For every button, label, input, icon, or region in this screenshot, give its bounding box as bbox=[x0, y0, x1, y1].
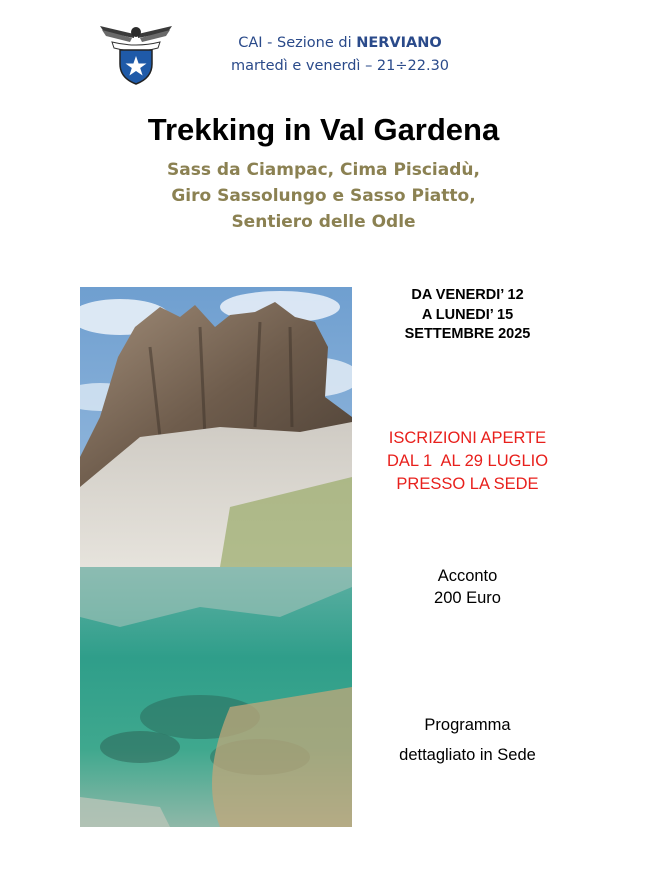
subtitle-line: Sass da Ciampac, Cima Pisciadù, bbox=[167, 160, 480, 180]
dates-line: DA VENERDI’ 12 bbox=[411, 287, 524, 303]
program-info bbox=[370, 710, 565, 770]
registration-line: DAL 1 AL 29 LUGLIO bbox=[386, 452, 549, 470]
program-line: dettagliato in Sede bbox=[399, 746, 536, 764]
schedule-line: martedì e venerdì – 21÷22.30 bbox=[230, 58, 450, 74]
mountain-lake-photo bbox=[80, 287, 352, 827]
registration-notice bbox=[360, 427, 575, 496]
dates-line: A LUNEDI’ 15 bbox=[421, 306, 514, 323]
org-prefix: CAI - Sezione di bbox=[238, 35, 357, 51]
org-line bbox=[205, 32, 475, 55]
dates-line: SETTEMBRE 2025 bbox=[404, 326, 531, 342]
program-line: Programma bbox=[424, 716, 511, 734]
registration-line: PRESSO LA SEDE bbox=[396, 475, 539, 493]
deposit-info bbox=[380, 565, 555, 609]
section-header bbox=[205, 32, 475, 78]
event-dates bbox=[370, 286, 565, 345]
registration-line: ISCRIZIONI APERTE bbox=[388, 429, 547, 447]
cai-logo-icon bbox=[98, 20, 174, 86]
subtitle bbox=[0, 157, 647, 235]
deposit-line: Acconto bbox=[437, 567, 498, 585]
page-title: Trekking in Val Gardena bbox=[147, 112, 500, 147]
subtitle-line: Giro Sassolungo e Sasso Piatto, bbox=[171, 186, 476, 206]
subtitle-line: Sentiero delle Odle bbox=[231, 212, 416, 232]
org-name: NERVIANO bbox=[356, 35, 442, 51]
deposit-line: 200 Euro bbox=[434, 589, 501, 607]
